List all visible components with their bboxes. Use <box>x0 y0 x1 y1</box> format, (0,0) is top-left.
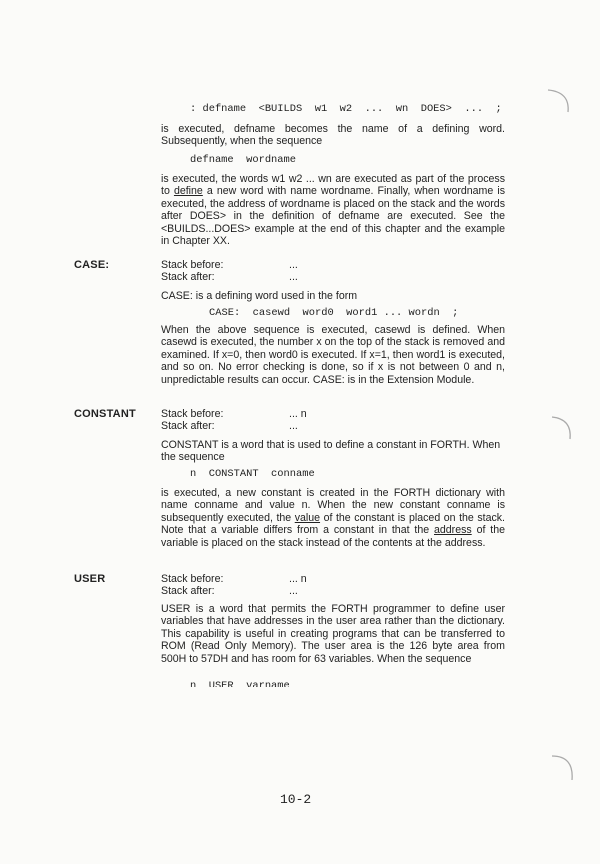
constant-term: CONSTANT <box>74 408 136 420</box>
margin-mark-middle <box>548 413 578 443</box>
intro-paragraph-2: is executed, the words w1 w2 ... wn are executed as part of the process to define a new word with name wordname. Finally, when wordname is executed, the address of wordname is placed on the stack and the words after DOES> in the definition of defname are executed. See the <BUILDS...DOES> example at the end of this chapter and the example in Chapter XX. <box>161 173 506 248</box>
constant-code: n CONSTANT conname <box>190 468 315 480</box>
margin-mark-top <box>544 86 574 116</box>
user-stack: Stack before: ... n Stack after: ... <box>161 573 307 598</box>
intro-paragraph-1: is executed, defname becomes the name of a defining word. Subsequently, when the sequence <box>161 123 505 148</box>
case-description: CASE: is a defining word used in the form <box>161 290 358 302</box>
constant-description: CONSTANT is a word that is used to define a constant in FORTH. When the sequence <box>161 439 501 464</box>
case-stack: Stack before: ... Stack after: ... <box>161 259 298 284</box>
user-code-clipped: n USER varname <box>190 680 290 687</box>
case-term: CASE: <box>74 259 110 271</box>
case-paragraph: When the above sequence is executed, casewd is defined. When casewd is executed, the number x on the top of the stack is removed and examined. If x=0, then word0 is executed. If x=1, then word1 is executed, and so on. No error checking is done, so if x is not between 0 and n, unpredictable results can occur. CASE: is in the Extension Module. <box>161 324 505 386</box>
defname-wordname-code: defname wordname <box>190 154 297 166</box>
page-number: 10-2 <box>280 792 312 807</box>
case-code: CASE: casewd word0 word1 ... wordn ; <box>209 307 459 319</box>
margin-mark-bottom <box>548 748 578 784</box>
constant-stack: Stack before: ... n Stack after: ... <box>161 408 307 433</box>
defname-code-line: : defname <BUILDS w1 w2 ... wn DOES> ... ; <box>190 103 502 115</box>
constant-paragraph: is executed, a new constant is created in the FORTH dictionary with name conname and value n. When the new constant conname is subsequently executed, the value of the constant is placed on the stack. Note that a variable differs from a constant in that the address of the variable is placed on the stack instead of the contents at the address. <box>161 487 505 549</box>
user-term: USER <box>74 573 106 585</box>
user-paragraph: USER is a word that permits the FORTH programmer to define user variables that have addresses in the user area rather than the dictionary. This capability is useful in creating programs that can be transferred to ROM (Read Only Memory). The user area is the 126 byte area from 500H to 57DH and has room for 63 variables. When the sequence <box>161 603 505 665</box>
